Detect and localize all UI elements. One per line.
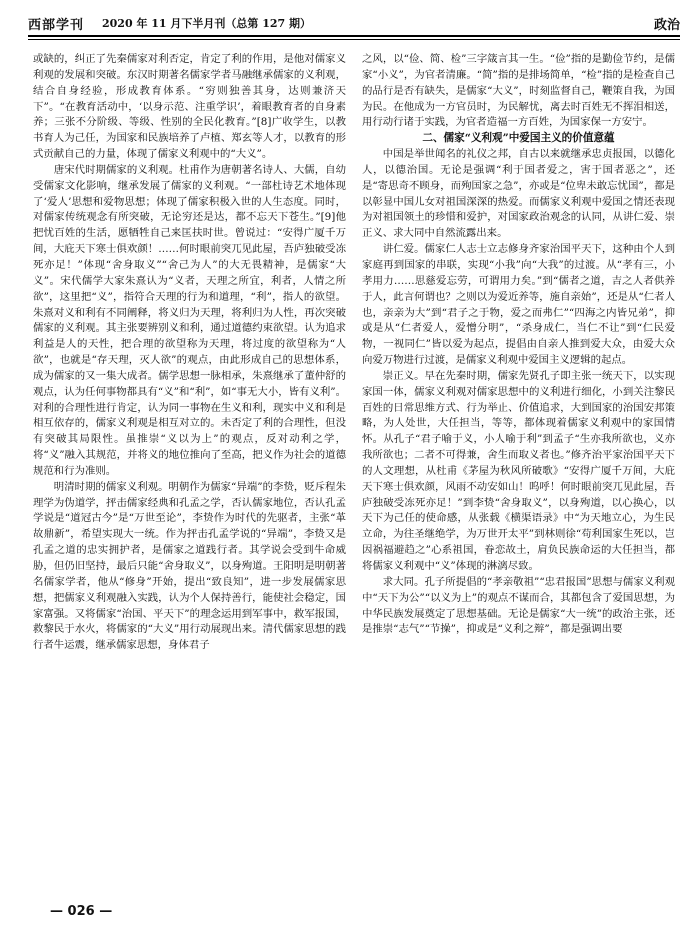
body-paragraph: 崇正义。早在先秦时期，儒家先贤孔子即主张一统天下，以实现家国一体，儒家义利观对儒家思想中的义利进行细化，小到关注黎民百姓的日常思维方式、行为举止、价值追求，大到国家的治国安邦策略，为人处世，大任担当，等等，都体现着儒家义利观中的家国情怀。从孔子“君子喻于义，小人喻于利”到孟子“生亦我所欲也，义亦我所欲也；二者不可得兼，舍生而取义者也。”修齐治平家治国平天下的人文理想，从杜甫《茅屋为秋风所破歌》“安得广厦千万间，大庇天下寒士俱欢颜，风雨不动安如山！呜呼！何时眼前突兀见此屋，吾庐独破受冻死亦足！”到李贽“舍身取义”，以身殉道，以心换心，以天下为己任的使命感，从张载《横渠语录》中“为天地立心，为生民立命，为往圣继绝学，为万世开太平”到林则徐“苟利国家生死以，岂因祸福避趋之”心系祖国，眷恋故土，肩负民族命运的大任担当，都将儒家义利观中“义”体现的淋漓尽致。 [362, 369, 675, 572]
body-paragraph: 求大同。孔子所提倡的“孝亲敬祖”“忠君报国”思想与儒家义利观中“天下为公”“以义为上”的观点不谋而合，其都包含了爱国思想，为中华民族发展奠定了思想基础。无论是儒家“大一统”的政治主张，还是推崇“志气”“节操”，抑或是“义利之辩”，都是强调出要 [362, 575, 675, 636]
section-name: 政治 [653, 18, 680, 33]
header-rule-thin [28, 39, 680, 40]
page-number: — 026 — [50, 904, 113, 919]
journal-logo: 西部学刊 [28, 18, 85, 33]
body-paragraph: 或缺的，纠正了先秦儒家对利否定，肯定了利的作用，是他对儒家义利观的发展和突破。东汉时期著名儒家学者马融继承儒家的义利观，结合自身经验，形成教育体系。“穷则独善其身，达则兼济天下”。“在教育活动中，‘以身示范、注重学识’，着眼教育者的自身素养；三张不分阶级、等级、性别的全民化教育。”[8]广收学生，以教书育人为己任，为国家和民族培养了卢植、郑玄等人才，以教育的形式贡献自己的力量，体现了儒家义利观中的“大义”。 [33, 53, 346, 161]
left-column [33, 52, 346, 654]
body-paragraph: 之风，以“俭、简、检”三字箴言其一生。“俭”指的是勤俭节约，是儒家“小义”，为官者清廉。“简”指的是排场简单，“检”指的是检查自己的品行是否有缺失，是儒家“大义”，时刻监督自己，鞭策自我，为国为民。在他成为一方官员时，为民解忧，离去时百姓无不挥泪相送，用行动行诸于实践，为官者造福一方百姓，为国家保一方安宁。 [362, 53, 675, 129]
page-header [28, 10, 680, 36]
issue-info: 2020 年 11 月下半月刊（总第 127 期） [102, 17, 312, 30]
body-paragraph: 讲仁爱。儒家仁人志士立志修身齐家治国平天下，这种由个人到家庭再到国家的串联，实现“小我”向“大我”的过渡。从“孝有三，小孝用力……思慈爱忘劳，可谓用力矣。”到“儒者之道，吉之人者供养于人，此言何谓也？之则以为爱近养等，施自亲始”，还是从“仁者人也，亲亲为大”到“君子之于物，爱之而弗仁”“四海之内皆兄弟”，抑或是从“仁者爱人，爱憎分明”，“杀身成仁，当仁不让”到“仁民爱物，一视同仁”皆以爱为起点，提倡由自亲人推到爱大众，由爱大众向爱万物进行过渡，是儒家义利观中爱国主义逻辑的起点。 [362, 243, 675, 367]
section-heading: 二、儒家“义利观”中爱国主义的价值意蕴 [422, 132, 615, 145]
body-paragraph: 明清时期的儒家义利观。明朝作为儒家“异端”的李贽，贬斥程朱理学为伪道学，抨击儒家经典和孔孟之学，否认儒家地位，否认孔孟学说是“道冠古今”是“万世至论”，李贽作为时代的先驱者，主张“革故鼎新”，希望实现大一统。作为抨击孔孟学说的“异端”，李贽又是孔孟之道的忠实拥护者，是儒家之道践行者。其学说会受到牛命威胁，但仍旧坚持，最后只能“舍身取义”，以身殉道。王阳明是明朝著名儒家学者，他从“修身”开始，提出“致良知”，进一步发展儒家思想，把儒家义利观融入实践，认为个人保持善行，能使社会稳定，国家富强。又将儒家“治国、平天下”的理念运用到军事中，救军报国，救黎民于水火，将儒家的“大义”用行动展现出来。清代儒家思想的践行者牛运震，继承儒家思想，身体君子 [33, 480, 346, 652]
body-paragraph: 中国是举世闻名的礼仪之邦，自古以来就继承忠贞报国，以德化人，以德治国。无论是强调“利于国者爱之，害于国者恶之”，还是“寄思奇不顾身，而殉国家之急”，亦或是“位卑未敢忘忧国”，都是以彰显中国儿女对祖国深深的热爱。而儒家义利观中爱国之情还表现为对祖国领土的珍惜和爱护，对国家政治观念的认同，从讲仁爱、崇正义、求大同中自然流露出来。 [362, 148, 675, 240]
body-paragraph: 唐宋代时期儒家的义利观。杜甫作为唐朝著名诗人、大儒，自幼受儒家文化影响，继承发展了儒家的义利观。“一部杜诗艺术地体现了‘爱人’思想和爱物思想；体现了儒家积极入世的人生态度。同时，对儒家传统观念有所突破，无论穷还是达，都不忘天下苍生。”[9]他把忧百姓的生活，愿牺牲自己来匡扶时世。曾说过：“安得广厦千万间，大庇天下寒士俱欢颜！……何时眼前突兀见此屋，吾庐独破受冻死亦足！”体现“舍身取义”“舍己为人”的大无畏精神，是儒家“大义”。宋代儒学大家朱熹认为“义者，天理之所宜，利者，人情之所欲”，这里把“义”，指符合天理的行为和道理，“利”，指人的欲望。朱熹对义和利有不同阐释，将义归为天理，将利归为人性，再次突破儒家的义利观。其主张要辨别义和利，通过道德约束欲望。认为追求利益是人的天性，把合理的欲望称为天理，将过度的欲望称为“人欲”，也就是“存天理，灭人欲”的观点，由此形成自己的思想体系，成为儒家的又一集大成者。儒学思想一脉相承，朱熹继承了董仲舒的观点，认为任何事物都具有“义”和“利”，如“事无大小，皆有义利”。对利的合理性进行肯定，认为同一事物在生义和利，现实中义和利是相互依存的，儒家义利观是相互对立的。未否定了利的合理性，但没有突破其局限性。虽推崇“义以为上”的观点，反对动利之学，将“义”融入其规范，并将义的地位推向了至高，把义作为社会的道德规范和行为准则。 [33, 163, 346, 477]
header-rule-thick [28, 35, 680, 37]
right-column [362, 52, 675, 638]
